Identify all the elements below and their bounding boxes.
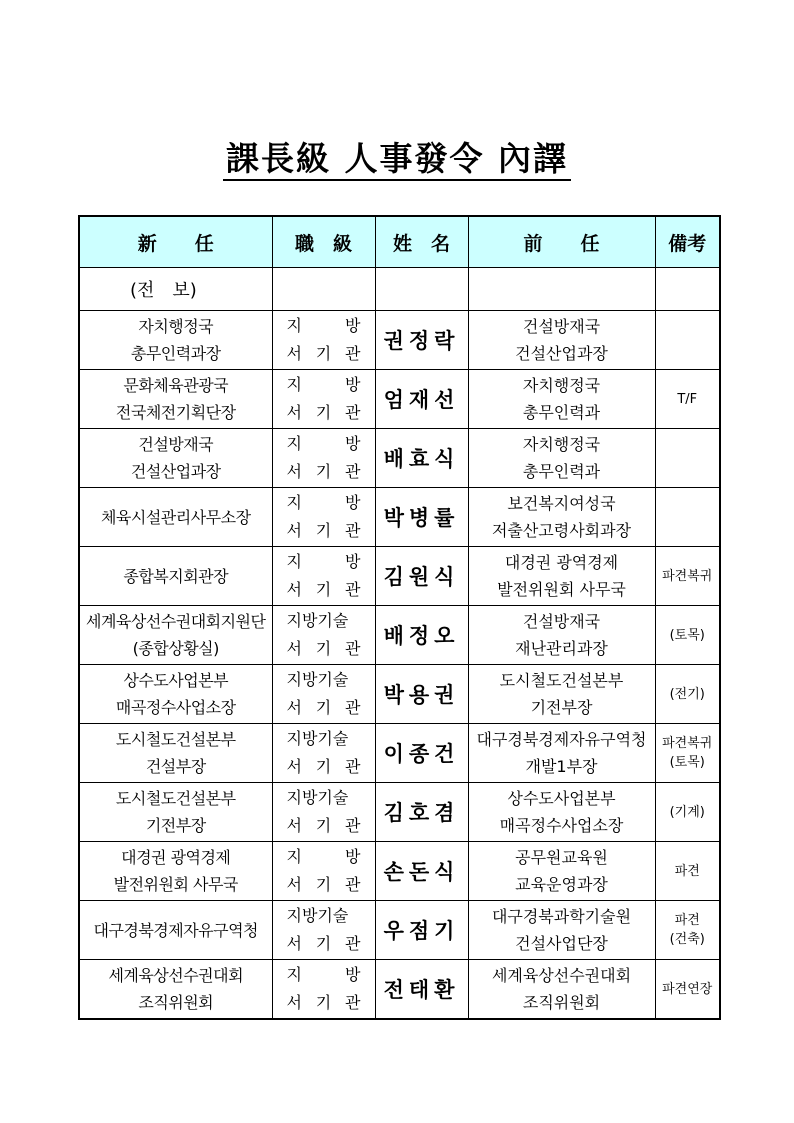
previous-position-cell: [468, 724, 655, 783]
new-position-cell: [79, 960, 272, 1020]
table-row: [79, 842, 720, 901]
note-cell: 파견연장: [655, 960, 720, 1020]
person-name: 엄재선: [375, 370, 468, 429]
new-position-cell: [79, 901, 272, 960]
previous-position-line1: 도시철도건설본부: [499, 671, 624, 690]
document-title: [0, 133, 794, 180]
new-position-cell: [79, 842, 272, 901]
note-cell: 파견복귀: [655, 547, 720, 606]
table-row: [79, 901, 720, 960]
new-position-line2: 조직위원회: [138, 993, 214, 1012]
person-name: 배효식: [375, 429, 468, 488]
previous-position-line2: 교육운영과장: [515, 875, 608, 894]
grade-line1: 지 방: [286, 493, 361, 512]
note-cell: T/F: [655, 370, 720, 429]
table-row: [79, 783, 720, 842]
table-row: [79, 665, 720, 724]
grade-cell: [272, 429, 375, 488]
previous-position-cell: [468, 842, 655, 901]
previous-position-line2: 개발1부장: [525, 757, 598, 776]
new-position-line1: 대구경북경제자유구역청: [93, 920, 259, 940]
previous-position-line1: 보건복지여성국: [507, 494, 616, 513]
new-position-line2: 발전위원회 사무국: [113, 875, 238, 894]
new-position-line2: 매곡정수사업소장: [115, 698, 236, 717]
person-name: 박용권: [375, 665, 468, 724]
person-name: 이종건: [375, 724, 468, 783]
new-position-line1: 자치행정국: [138, 317, 214, 336]
grade-line2: 서 기 관: [286, 934, 361, 953]
header-grade: 職 級: [272, 216, 375, 268]
previous-position-cell: [468, 606, 655, 665]
new-position-line2: 전국체전기획단장: [115, 403, 236, 422]
note-cell: (기계): [655, 783, 720, 842]
previous-position-cell: [468, 783, 655, 842]
grade-cell: [272, 606, 375, 665]
empty-cell: [375, 268, 468, 311]
previous-position-line2: 저출산고령사회과장: [491, 521, 632, 540]
person-name: 김호겸: [375, 783, 468, 842]
previous-position-line1: 대구경북과학기술원: [491, 907, 632, 926]
person-name: 권정락: [375, 311, 468, 370]
new-position-cell: [79, 783, 272, 842]
table-row: [79, 488, 720, 547]
grade-line1: 지 방: [286, 316, 361, 335]
new-position-line2: 기전부장: [145, 816, 206, 835]
previous-position-line2: 총무인력과: [522, 403, 601, 422]
grade-line2: 서 기 관: [286, 521, 361, 540]
section-label: (전 보): [79, 268, 272, 311]
person-name: 박병률: [375, 488, 468, 547]
grade-line2: 서 기 관: [286, 875, 361, 894]
grade-line2: 서 기 관: [286, 639, 361, 658]
grade-cell: [272, 370, 375, 429]
note-cell: (토목): [655, 606, 720, 665]
previous-position-line1: 세계육상선수권대회: [491, 966, 632, 985]
previous-position-cell: [468, 311, 655, 370]
previous-position-line1: 자치행정국: [522, 435, 601, 454]
note-cell: [655, 429, 720, 488]
title-text: 課長級 人事發令 內譯: [223, 139, 571, 181]
previous-position-cell: [468, 370, 655, 429]
header-name: 姓 名: [375, 216, 468, 268]
table-row: [79, 724, 720, 783]
grade-line2: 서 기 관: [286, 993, 361, 1012]
previous-position-line1: 건설방재국: [522, 612, 601, 631]
new-position-cell: [79, 547, 272, 606]
grade-line1: 지 방: [286, 847, 361, 866]
grade-cell: [272, 488, 375, 547]
empty-cell: [655, 268, 720, 311]
table-row: [79, 547, 720, 606]
previous-position-line1: 대구경북경제자유구역청: [476, 730, 647, 749]
section-row: [79, 268, 720, 311]
new-position-line1: 대경권 광역경제: [121, 848, 231, 867]
previous-position-line2: 건설산업과장: [515, 344, 608, 363]
grade-line1: 지방기술: [286, 670, 349, 689]
new-position-line2: 건설부장: [145, 757, 206, 776]
new-position-line1: 체육시설관리사무소장: [100, 507, 251, 527]
person-name: 우점기: [375, 901, 468, 960]
previous-position-cell: [468, 547, 655, 606]
table-header-row: [79, 216, 720, 268]
grade-line2: 서 기 관: [286, 462, 361, 481]
grade-cell: [272, 842, 375, 901]
new-position-cell: [79, 311, 272, 370]
previous-position-line1: 공무원교육원: [515, 848, 608, 867]
previous-position-line1: 건설방재국: [522, 317, 601, 336]
new-position-line1: 건설방재국: [138, 435, 214, 454]
grade-line1: 지방기술: [286, 611, 349, 630]
new-position-line2: 건설산업과장: [130, 462, 221, 481]
note-cell: [655, 488, 720, 547]
empty-cell: [272, 268, 375, 311]
previous-position-line2: 발전위원회 사무국: [497, 580, 626, 599]
note-cell: (전기): [655, 665, 720, 724]
previous-position-cell: [468, 901, 655, 960]
empty-cell: [468, 268, 655, 311]
person-name: 배정오: [375, 606, 468, 665]
note-cell: 파견: [655, 842, 720, 901]
new-position-cell: [79, 370, 272, 429]
previous-position-cell: [468, 960, 655, 1020]
previous-position-cell: [468, 488, 655, 547]
table-row: [79, 370, 720, 429]
person-name: 손돈식: [375, 842, 468, 901]
note-cell: 파견 (건축): [655, 901, 720, 960]
previous-position-line2: 매곡정수사업소장: [499, 816, 624, 835]
grade-line2: 서 기 관: [286, 580, 361, 599]
grade-line2: 서 기 관: [286, 757, 361, 776]
new-position-cell: [79, 724, 272, 783]
header-note: 備考: [655, 216, 720, 268]
new-position-cell: [79, 665, 272, 724]
grade-cell: [272, 311, 375, 370]
new-position-line1: 세계육상선수권대회지원단: [86, 612, 266, 631]
grade-line2: 서 기 관: [286, 403, 361, 422]
table-row: [79, 311, 720, 370]
new-position-line1: 종합복지회관장: [123, 566, 229, 586]
previous-position-line2: 기전부장: [530, 698, 593, 717]
table-row: [79, 606, 720, 665]
grade-line1: 지방기술: [286, 729, 349, 748]
new-position-cell: [79, 606, 272, 665]
new-position-cell: [79, 429, 272, 488]
grade-line1: 지 방: [286, 552, 361, 571]
grade-line1: 지방기술: [286, 788, 349, 807]
person-name: 전태환: [375, 960, 468, 1020]
grade-cell: [272, 665, 375, 724]
new-position-line1: 도시철도건설본부: [115, 730, 236, 749]
previous-position-line1: 상수도사업본부: [507, 789, 616, 808]
header-new-position: 新 任: [79, 216, 272, 268]
new-position-line2: (종합상황실): [132, 639, 219, 658]
grade-line2: 서 기 관: [286, 344, 361, 363]
grade-line2: 서 기 관: [286, 698, 361, 717]
grade-cell: [272, 960, 375, 1020]
new-position-line1: 세계육상선수권대회: [108, 966, 244, 985]
previous-position-line2: 조직위원회: [522, 993, 601, 1012]
grade-cell: [272, 724, 375, 783]
previous-position-line2: 총무인력과: [522, 462, 601, 481]
new-position-line1: 문화체육관광국: [123, 376, 229, 395]
grade-line2: 서 기 관: [286, 816, 361, 835]
person-name: 김원식: [375, 547, 468, 606]
grade-line1: 지 방: [286, 375, 361, 394]
note-cell: 파견복귀 (토목): [655, 724, 720, 783]
table-row: [79, 960, 720, 1020]
grade-line1: 지방기술: [286, 906, 349, 925]
grade-line1: 지 방: [286, 434, 361, 453]
new-position-line1: 상수도사업본부: [123, 671, 229, 690]
table-row: [79, 429, 720, 488]
personnel-table: [78, 215, 721, 1020]
grade-line1: 지 방: [286, 965, 361, 984]
header-previous-position: 前 任: [468, 216, 655, 268]
new-position-cell: [79, 488, 272, 547]
grade-cell: [272, 547, 375, 606]
grade-cell: [272, 783, 375, 842]
previous-position-line2: 건설사업단장: [515, 934, 608, 953]
previous-position-cell: [468, 429, 655, 488]
previous-position-cell: [468, 665, 655, 724]
new-position-line2: 총무인력과장: [130, 344, 221, 363]
note-cell: [655, 311, 720, 370]
grade-cell: [272, 901, 375, 960]
previous-position-line2: 재난관리과장: [515, 639, 608, 658]
previous-position-line1: 자치행정국: [522, 376, 601, 395]
new-position-line1: 도시철도건설본부: [115, 789, 236, 808]
previous-position-line1: 대경권 광역경제: [504, 553, 619, 572]
